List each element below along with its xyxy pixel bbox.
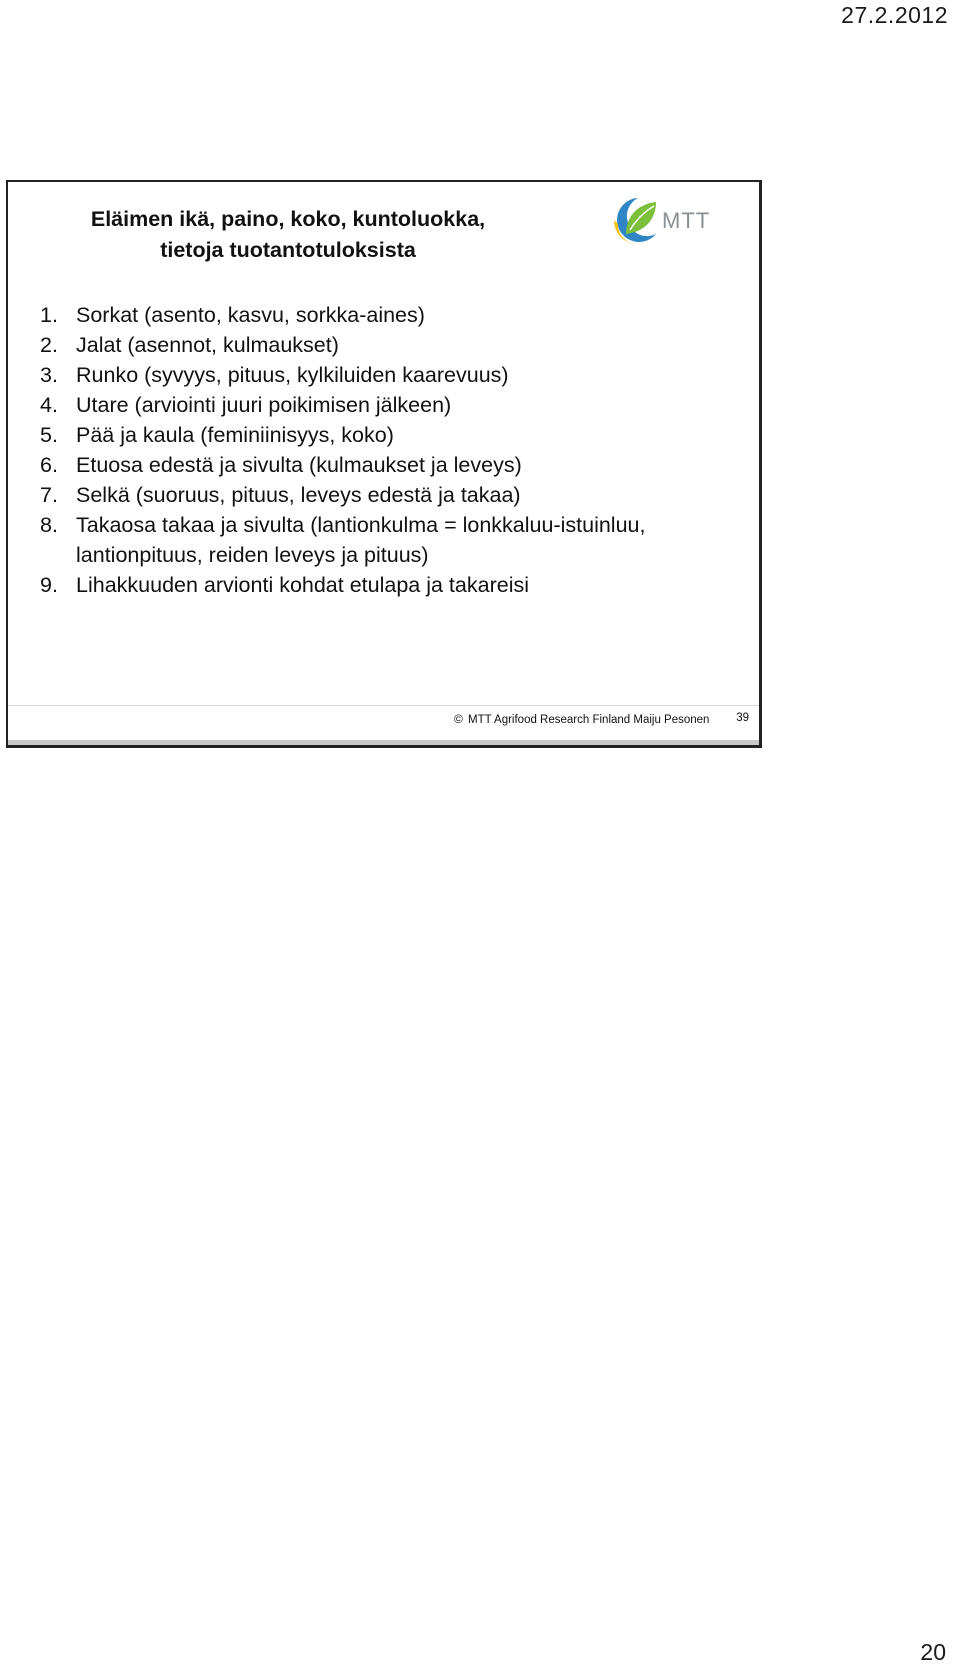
list-item: 3. Runko (syvyys, pituus, kylkiluiden kaarevuus) bbox=[40, 363, 509, 387]
page-date: 27.2.2012 bbox=[841, 2, 948, 28]
copyright bbox=[454, 712, 709, 726]
mtt-logo-text: MTT bbox=[662, 208, 711, 233]
slide-footer bbox=[8, 705, 759, 745]
list-item: 9. Lihakkuuden arvionti kohdat etulapa ja takareisi bbox=[40, 573, 529, 597]
copyright-text: MTT Agrifood Research Finland Maiju Pesonen bbox=[468, 714, 710, 726]
slide bbox=[6, 180, 762, 748]
list-item: 8. Takaosa takaa ja sivulta (lantionkulma = lonkkaluu-istuinluu, lantionpituus, reiden leveys ja pituus) bbox=[40, 513, 646, 567]
mtt-logo-emblem-icon bbox=[614, 198, 656, 244]
criteria-list bbox=[40, 300, 740, 600]
mtt-logo bbox=[604, 190, 734, 250]
page-number: 20 bbox=[920, 1639, 946, 1665]
list-item: 1. Sorkat (asento, kasvu, sorkka-aines) bbox=[40, 303, 425, 327]
list-item: 4. Utare (arviointi juuri poikimisen jälkeen) bbox=[40, 393, 452, 417]
slide-title bbox=[38, 204, 538, 266]
copyright-icon: © bbox=[454, 712, 463, 726]
slide-title-line-1: Eläimen ikä, paino, koko, kuntoluokka, bbox=[90, 207, 486, 231]
list-item: 7. Selkä (suoruus, pituus, leveys edestä ja takaa) bbox=[40, 483, 521, 507]
slide-number: 39 bbox=[736, 712, 749, 724]
list-item: 5. Pää ja kaula (feminiinisyys, koko) bbox=[40, 423, 394, 447]
list-item: 2. Jalat (asennot, kulmaukset) bbox=[40, 333, 339, 357]
list-item: 6. Etuosa edestä ja sivulta (kulmaukset ja leveys) bbox=[40, 453, 522, 477]
slide-title-line-2: tietoja tuotantotuloksista bbox=[160, 238, 416, 262]
